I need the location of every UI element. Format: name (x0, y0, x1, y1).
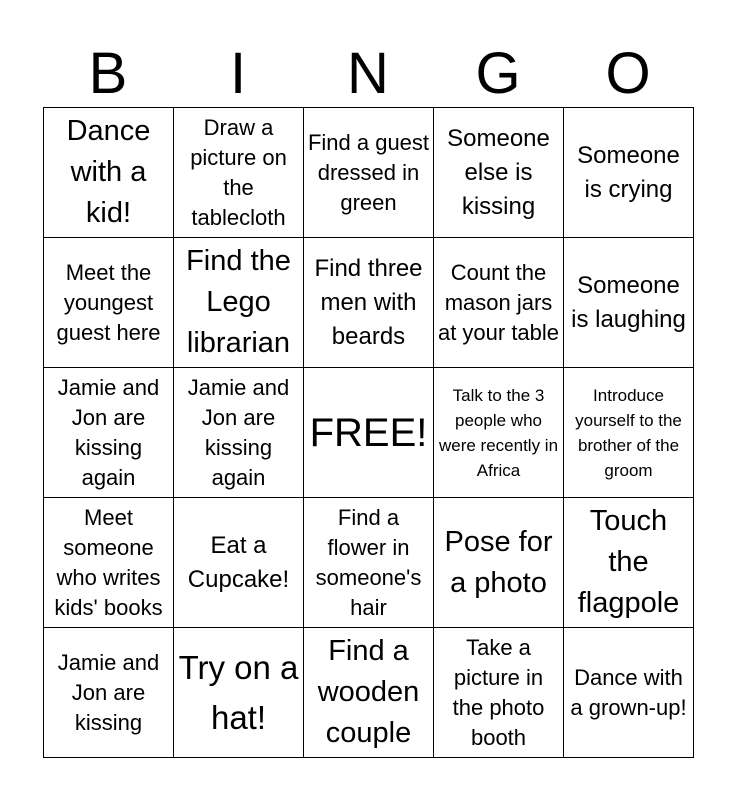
bingo-cell[interactable]: Dance with a kid! (44, 108, 174, 238)
bingo-cell[interactable]: Someone is laughing (564, 238, 694, 368)
header-letter-i: I (229, 41, 247, 106)
bingo-cell[interactable]: Try on a hat! (174, 628, 304, 758)
bingo-cell[interactable]: Introduce yourself to the brother of the groom (564, 368, 694, 498)
bingo-cell[interactable]: Draw a picture on the tablecloth (174, 108, 304, 238)
bingo-header (43, 40, 693, 108)
bingo-cell[interactable]: Meet the youngest guest here (44, 238, 174, 368)
bingo-cell[interactable]: Count the mason jars at your table (434, 238, 564, 368)
bingo-cell[interactable]: Meet someone who writes kids' books (44, 498, 174, 628)
bingo-cell[interactable]: Find the Lego librarian (174, 238, 304, 368)
header-letter-o: O (605, 41, 651, 106)
bingo-cell[interactable]: Talk to the 3 people who were recently in Africa (434, 368, 564, 498)
bingo-cell[interactable]: Touch the flagpole (564, 498, 694, 628)
bingo-cell[interactable]: Jamie and Jon are kissing again (44, 368, 174, 498)
free-space-cell[interactable]: FREE! (304, 368, 434, 498)
bingo-cell[interactable]: Dance with a grown-up! (564, 628, 694, 758)
bingo-cell[interactable]: Find a flower in someone's hair (304, 498, 434, 628)
bingo-cell[interactable]: Jamie and Jon are kissing (44, 628, 174, 758)
bingo-cell[interactable]: Find a wooden couple (304, 628, 434, 758)
header-letter-n: N (347, 41, 389, 106)
header-letter-g: G (475, 41, 521, 106)
bingo-cell[interactable]: Take a picture in the photo booth (434, 628, 564, 758)
bingo-cell[interactable]: Pose for a photo (434, 498, 564, 628)
bingo-cell[interactable]: Someone else is kissing (434, 108, 564, 238)
bingo-cell[interactable]: Find three men with beards (304, 238, 434, 368)
bingo-cell[interactable]: Eat a Cupcake! (174, 498, 304, 628)
bingo-cell[interactable]: Jamie and Jon are kissing again (174, 368, 304, 498)
bingo-cell[interactable]: Someone is crying (564, 108, 694, 238)
bingo-board (43, 107, 694, 758)
bingo-cell[interactable]: Find a guest dressed in green (304, 108, 434, 238)
header-letter-b: B (88, 41, 128, 106)
